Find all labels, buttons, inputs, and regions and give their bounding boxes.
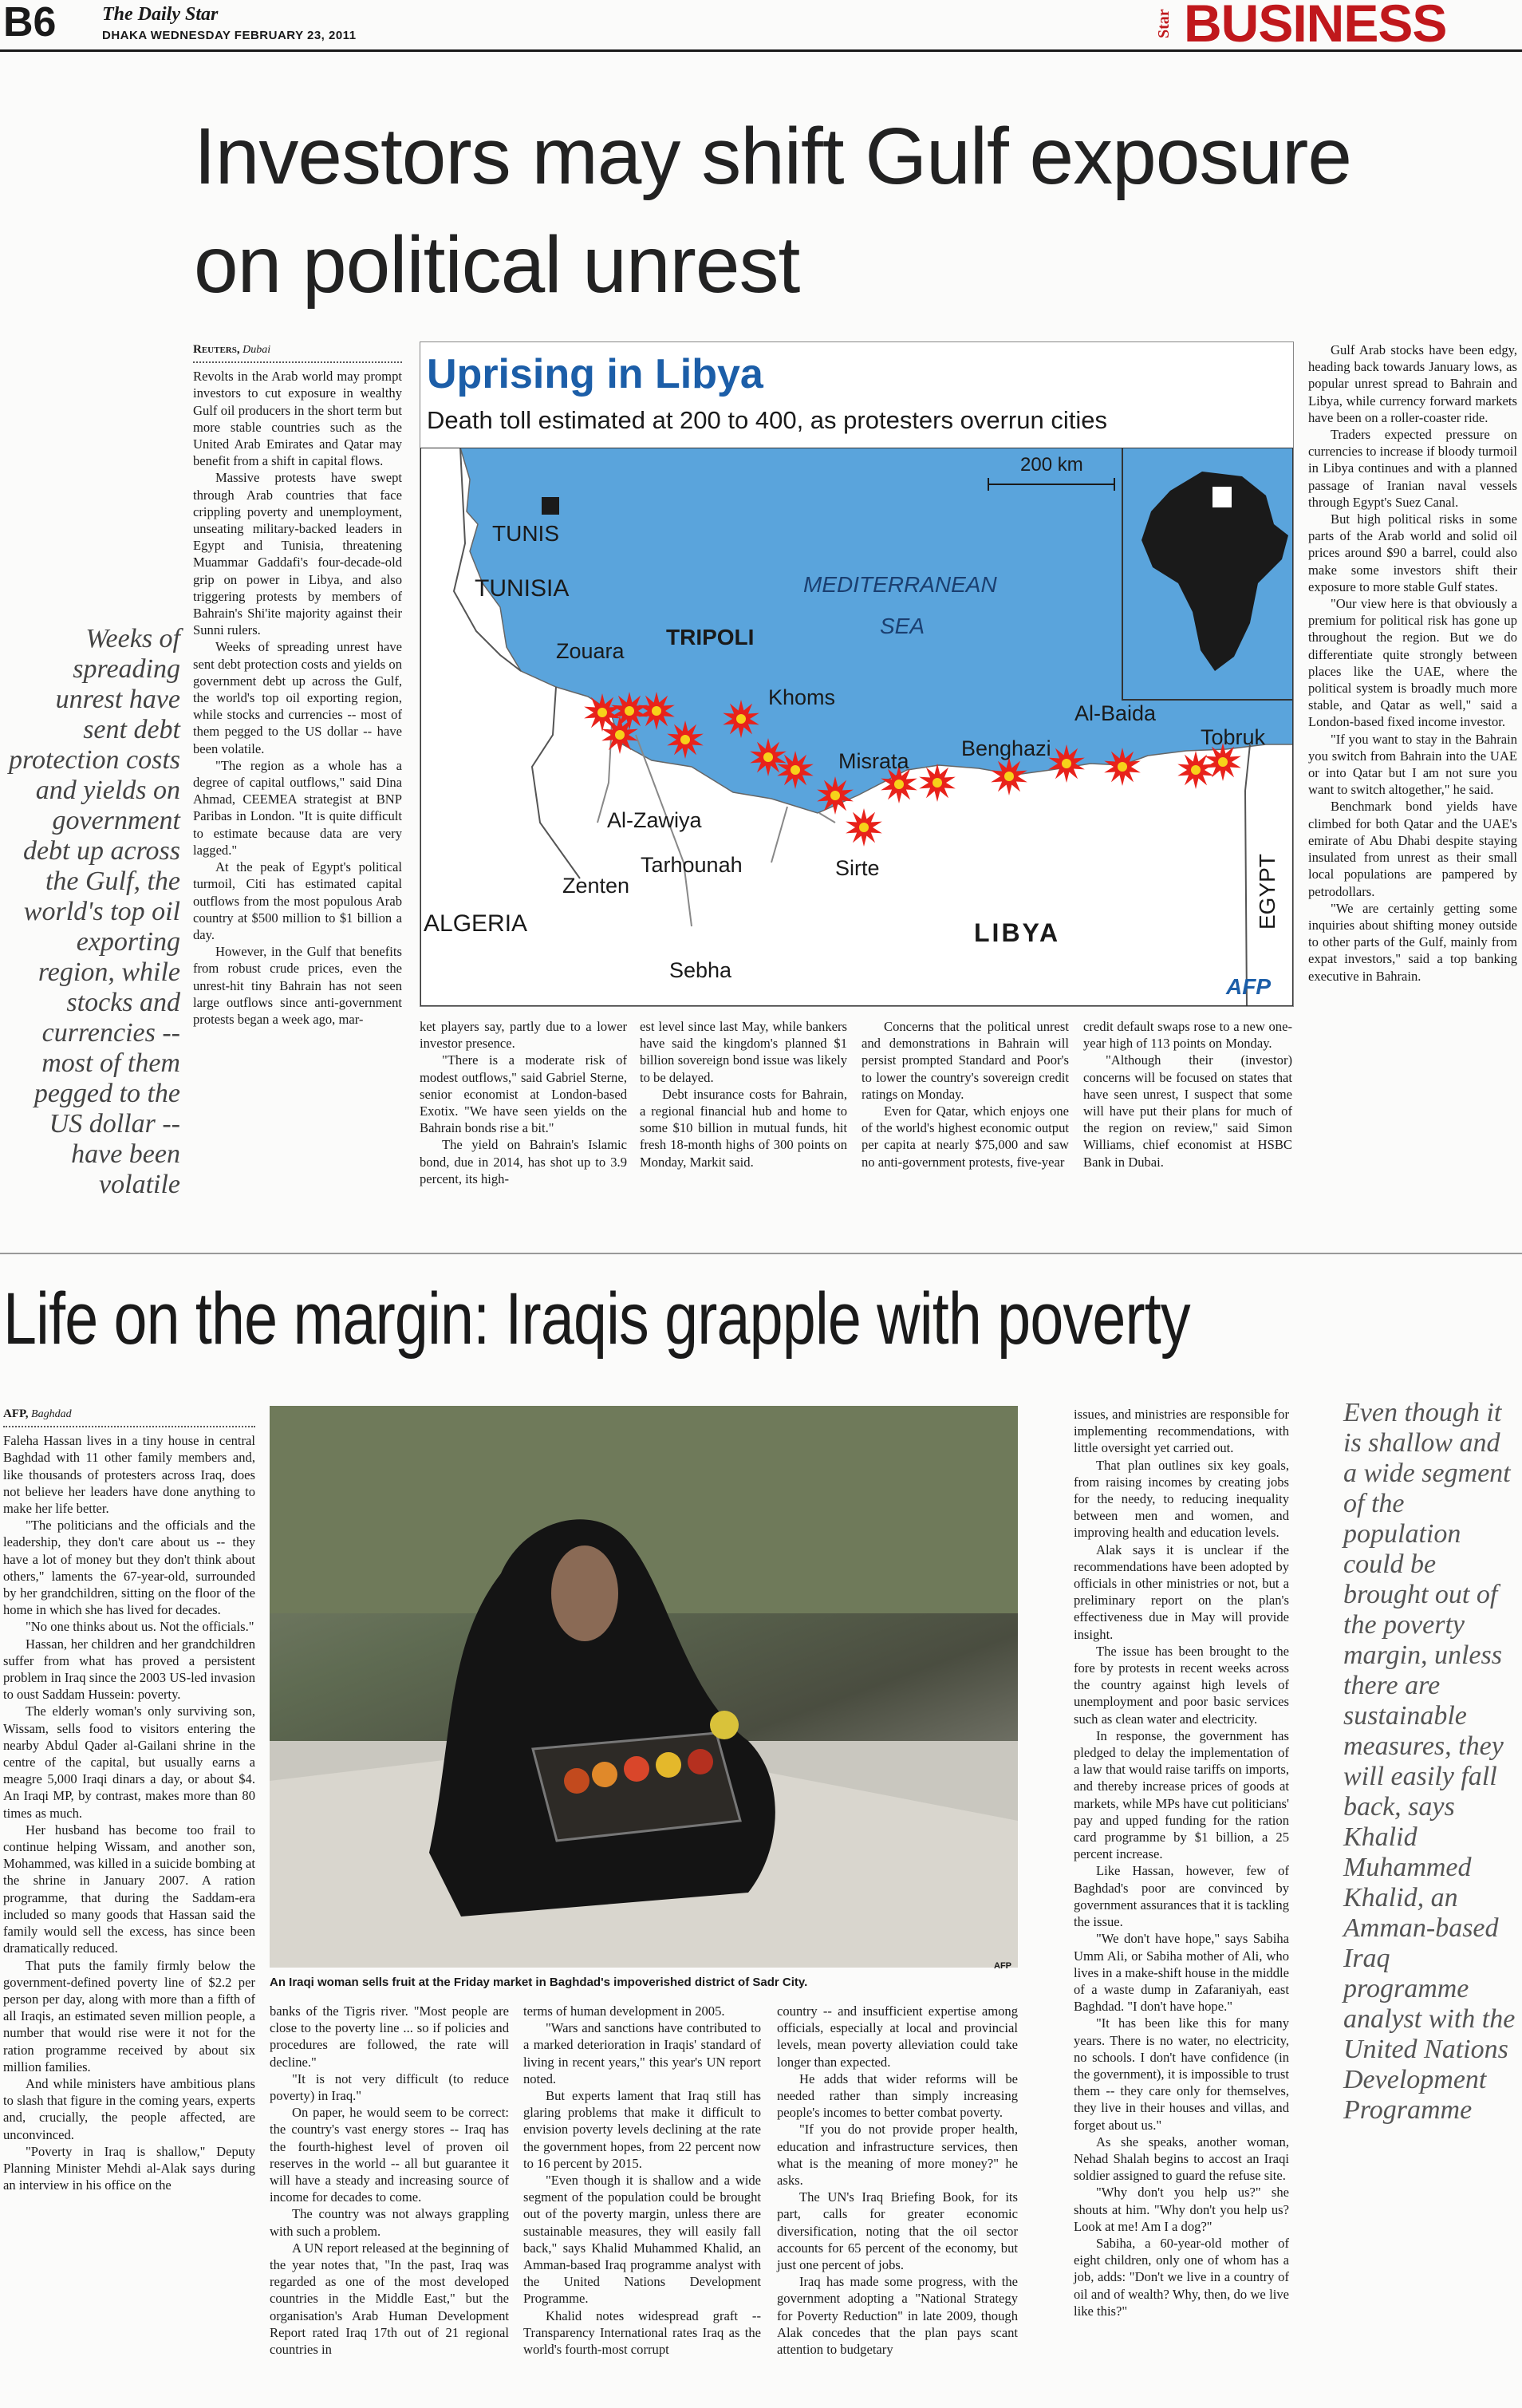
woman-face [551,1545,618,1641]
paragraph: Faleha Hassan lives in a tiny house in central Baghdad with 11 other family members and, like thousands of protesters across Iraq, does not believe her leaders have done anything to make her life better. [3,1433,255,1517]
fruit [656,1752,681,1778]
story2-column-2 [270,2003,509,2358]
paragraph: He adds that wider reforms will be needed rather than simply increasing people's incomes to better combat poverty. [777,2070,1018,2121]
protest-burst-core [933,778,942,788]
story2-headline: Life on the margin: Iraqis grapple with poverty [3,1278,1190,1360]
story2-column-3 [523,2003,761,2358]
paragraph: "No one thinks about us. Not the officials." [26,1619,254,1635]
paragraph: The elderly woman's only surviving son, Wissam, sells food to visitors entering the nearby Abdul Qader al-Gailani shrine in the centre of the capital, but usually earns a meagre 5,000 Iraqi dinars a day, or about $4. An Iraqi MP, by contrast, makes more than 80 times as much. [3,1703,255,1821]
paragraph: Concerns that the political unrest and demonstrations in Bahrain will persist prompted Standard and Poor's to lower the country's sovereign credit ratings on Monday. [862,1019,1069,1102]
map-label-sea-2: SEA [880,614,925,638]
map-label-libya: LIBYA [974,918,1061,947]
map-label-tunisia: TUNISIA [475,575,570,602]
map-label-egypt: EGYPT [1255,854,1280,930]
libya-map-graphic [420,341,1294,1007]
paragraph: As she speaks, another woman, Nehad Shalah begins to accost an Iraqi soldier assigned to guard the refuse site. [1074,2134,1289,2184]
paragraph: Alak says it is unclear if the recommendations have been adopted by officials in other ministries or not, but a preliminary report on the plan's effectiveness due in May will provide insight. [1074,1542,1289,1642]
paragraph: Iraq has made some progress, with the government adopting a "National Strategy for Poverty Reduction" in late 2009, though Alak concedes that the plan pays scant attention to budgetary [777,2274,1018,2358]
protest-burst-core [1004,772,1014,781]
story1-headline-line2: on political unrest [194,220,800,310]
paragraph: The UN's Iraq Briefing Book, for its part, calls for greater economic diversification, noting that the oil sector accounts for 65 percent of the economy, but just one percent of jobs. [777,2189,1018,2273]
section-title: BUSINESS [1184,0,1447,53]
story2-byline: AFP, Baghdad [3,1406,255,1427]
protest-burst-core [597,708,607,717]
map-label-tarhounah: Tarhounah [641,853,743,877]
map-subtitle: Death toll estimated at 200 to 400, as protesters overrun cities [427,406,1107,434]
page-number: B6 [3,0,57,45]
map-label-al-baida: Al-Baida [1074,701,1157,725]
paragraph: terms of human development in 2005. [523,2003,725,2019]
paragraph: Hassan, her children and her grandchildren suffer from what has proved a persistent problem in Iraq since the 2003 US-led invasion to oust Saddam Hussein: poverty. [3,1636,255,1703]
map-label-tripoli: TRIPOLI [666,625,755,649]
protest-burst-core [1062,759,1071,768]
protest-burst-core [1191,765,1201,775]
paragraph: At the peak of Egypt's political turmoil, Citi has estimated capital outflows from the most populous Arab country at $500 million to $1 billion a day. [193,859,402,942]
protest-burst-core [736,714,746,724]
protest-burst-core [1218,757,1228,767]
paragraph: Sabiha, a 60-year-old mother of eight children, only one of whom has a job, adds: "Don't we live in a country of oil and of wealth? Why, then, do we live like this?" [1074,2235,1289,2319]
story1-column-1 [193,341,402,1028]
paragraph: Gulf Arab stocks have been edgy, heading back towards January lows, as popular unrest spread to Bahrain and Libya, while currency forward markets have been on a roller-coaster ride. [1308,342,1517,425]
map-label-zenten: Zenten [562,874,630,898]
paragraph: Massive protests have swept through Arab countries that face crippling poverty and unemployment, unseating military-backed leaders in Egypt and Tunisia, threatening Muammar Gaddafi's four-decade-old grip on power in Libya, and also triggering protests by members of Bahrain's Shi'ite majority against their Sunni rulers. [193,470,402,638]
map-label-tobruk: Tobruk [1201,725,1266,749]
paragraph: Benchmark bond yields have climbed for both Qatar and the UAE's emirate of Abu Dhabi despite staying insulated from unrest as their small local populations are pampered by petrodollars. [1308,799,1517,899]
paragraph: country -- and insufficient expertise among officials, especially at local and provincial levels, mean poverty alleviation could take longer than expected. [777,2003,1018,2070]
map-credit: AFP [1226,974,1271,999]
paragraph: "Why don't you help us?" she shouts at him. "Why don't you help us? Look at me! Am I a dog?" [1074,2185,1289,2234]
paragraph: "It has been like this for many years. There is no water, no electricity, no schools. I don't have confidence (in the government), it is impossible to trust them -- they care only for themselves, they live in their houses and villas, and forget about us." [1074,2015,1289,2133]
paragraph: Her husband has become too frail to continue helping Wissam, and another son, Mohammed, was killed in a suicide bombing at the shrine in January 2007. A ration programme, that during the Saddam-era included so many goods that Hassan said the family would sell the excess, has since been dramatically reduced. [3,1822,255,1956]
paragraph: That plan outlines six key goals, from raising incomes by creating jobs for the needy, to reducing inequality between men and women, and improving health and education levels. [1074,1457,1289,1541]
map-label-sea-1: MEDITERRANEAN [803,572,997,597]
paragraph: Debt insurance costs for Bahrain, a regional financial hub and home to some $10 billion in mutual funds, hit fresh 18-month highs of 300 points on Monday, Markit said. [640,1086,847,1170]
paragraph: credit default swaps rose to a new one-year high of 113 points on Monday. [1083,1019,1292,1052]
paragraph: But high political risks in some parts of the Arab world and solid oil prices around $90 a barrel, could also make some investors shift their exposure to more stable Gulf states. [1308,511,1517,594]
fruit-basket [533,1733,740,1841]
paragraph: est level since last May, while bankers have said the kingdom's planned $1 billion sovereign bond issue was likely to be delayed. [640,1019,847,1085]
paragraph: However, in the Gulf that benefits from robust crude prices, even the unrest-hit tiny Bahrain has not seen large outflows since anti-government protests began a week ago, mar- [193,944,402,1027]
map-label-sirte: Sirte [835,856,880,880]
story1-column-5 [1083,1018,1292,1170]
paragraph: "Even though it is shallow and a wide segment of the population could be brought out of the poverty margin, unless there are sustainable measures, they will easily fall back," says Khalid Muhammed Khalid, an Amman-based Iraq programme analyst with the United Nations Development Programme. [523,2173,761,2307]
story2-column-1 [3,1406,255,2193]
map-scale-label: 200 km [1020,454,1083,476]
paragraph: On paper, he would seem to be correct: the country's vast energy stores -- Iraq has the fourth-highest level of proven oil reserves in the world -- all but guarantee it will have a steady and increasing source of income for decades to come. [270,2105,509,2205]
inset-libya-highlight [1212,486,1232,508]
map-label-misrata: Misrata [838,749,909,773]
paragraph: Revolts in the Arab world may prompt investors to cut exposure in wealthy Gulf oil producers in the short term but more stable countries such as the United Arab Emirates and Qatar may benefit from a shift in capital flows. [193,369,402,469]
story2-pull-quote: Even though it is shallow and a wide segment of the population could be brought out of the poverty margin, unless there are sustainable measures, they will easily fall back, says Khalid Muhammed Khalid, an Amman-based Iraq programme analyst with the United Nations Development Programme [1343,1398,1516,2125]
paragraph: Khalid notes widespread graft -- Transparency International rates Iraq as the world's fourth-most corrupt [523,2307,761,2358]
paragraph: And while ministers have ambitious plans to slash that figure in the coming years, experts and, crucially, the people affected, are unconvinced. [3,2075,255,2142]
paragraph: Even for Qatar, which enjoys one of the world's highest economic output per capita at nearly $75,000 and saw no anti-government protests, five-year [862,1103,1069,1170]
map-label-benghazi: Benghazi [961,736,1051,760]
paragraph: banks of the Tigris river. "Most people are close to the poverty line ... so if policies and procedures are followed, the rate will decline." [270,2003,509,2070]
protest-burst-core [763,752,773,762]
fruit [624,1756,649,1782]
paragraph: A UN report released at the beginning of the year notes that, "In the past, Iraq was regarded as one of the most developed countries in the Middle East," but the organisation's Arab Human Development Report rated Iraq 17th out of 21 regional countries in [270,2240,509,2358]
story1-column-6 [1308,341,1517,985]
paragraph: "If you do not provide proper health, education and infrastructure services, then what is the meaning of more money?" he asks. [777,2122,1018,2189]
paragraph: ket players say, partly due to a lower investor presence. [420,1019,627,1052]
paragraph: "It is not very difficult (to reduce poverty) in Iraq." [270,2070,509,2104]
map-label-tunis: TUNIS [492,521,559,546]
section-star-logo: Star [1155,9,1173,38]
paragraph: The issue has been brought to the fore by protests in recent weeks across the country against high levels of unemployment and poor basic services such as clean water and electricity. [1074,1643,1289,1727]
story1-column-2 [420,1018,627,1187]
story1-column-4 [862,1018,1069,1170]
protest-burst-core [652,706,661,716]
fruit [592,1762,617,1787]
protest-burst-core [1118,762,1127,772]
paragraph: "The politicians and the officials and the leadership, they don't care about us -- they have a lot of money but they don't think about others," laments the 67-year-old, surrounded by her grandchildren, sitting on the floor of the home in which she has lived for decades. [3,1518,255,1618]
paragraph: "We are certainly getting some inquiries about shifting money outside to other parts of the Gulf, mainly from expat investors," said a top banking executive in Bahrain. [1308,900,1517,984]
fruit-in-hand [710,1711,739,1739]
paragraph: In response, the government has pledged to delay the implementation of a law that would raise tariffs on imports, and thereby increase prices of goods at markets, while MPs have cut politicians' pay and upped funding for the ration card programme by $1 billion, a 25 percent increase. [1074,1727,1289,1862]
paragraph: "Although their (investor) concerns will be focused on states that have seen unrest, I suspect that some will have put their plans for much of the region on review," said Simon Williams, chief economist at HSBC Bank in Dubai. [1083,1052,1292,1170]
map-title: Uprising in Libya [427,351,763,397]
dateline: DHAKA WEDNESDAY FEBRUARY 23, 2011 [102,29,357,42]
photo-illustration [270,1406,1018,1968]
capital-marker-tunis [542,497,559,515]
paragraph: "There is a moderate risk of modest outflows," said Gabriel Sterne, senior economist at London-based Exotix. "We have seen yields on the Bahrain bonds rise a bit." [420,1052,627,1136]
paragraph: Traders expected pressure on currencies to increase if bloody turmoil in Libya continues and with a planned passage of Iranian naval vessels through Egypt's Suez Canal. [1308,427,1517,510]
protest-burst-core [894,780,904,789]
protest-burst-core [615,730,625,740]
paragraph: The yield on Bahrain's Islamic bond, due in 2014, has shot up to 3.9 percent, its high- [420,1137,627,1186]
paragraph: "Our view here is that obviously a premium for political risk has gone up throughout the region. But we do differentiate quite strongly between places like the UAE, where the political system is broadly much more stable, and Qatar as well," said a London-based fixed income investor. [1308,596,1517,730]
paragraph: But experts lament that Iraq still has glaring problems that make it difficult to envision poverty levels declining at the rate the government hopes, from 22 percent now to 16 percent by 2015. [523,2088,761,2171]
paper-name: The Daily Star [102,4,219,25]
paragraph: issues, and ministries are responsible for implementing recommendations, with little oversight yet carried out. [1074,1407,1289,1456]
story2-column-5 [1074,1406,1289,2319]
paragraph: "Poverty in Iraq is shallow," Deputy Planning Minister Mehdi al-Alak says during an interview in his office on the [3,2143,255,2193]
paragraph: That puts the family firmly below the government-defined poverty line of $2.2 per person per day, along with more than a fifth of all Iraqis, an estimated seven million people, a number that would rise were it not for the ration programme received by about six million families. [3,1957,255,2074]
map-label-sebha: Sebha [669,958,732,982]
story-divider [0,1253,1522,1254]
news-photo [270,1406,1018,1968]
map-label-zouara: Zouara [556,639,625,663]
story1-byline: Reuters, Dubai [193,341,402,363]
paragraph: "We don't have hope," says Sabiha Umm Ali, or Sabiha mother of Ali, who lives in a make-shift house in the middle of a waste dump in Zafaraniyah, east Baghdad. "I don't have hope." [1074,1931,1289,2015]
story2-column-4 [777,2003,1018,2358]
paragraph: "Wars and sanctions have contributed to a marked deterioration in Iraqis' standard of living in recent years," this year's UN report noted. [523,2020,761,2086]
paragraph: "The region as a whole has a degree of capital outflows," said Dina Ahmad, CEEMEA strategist at BNP Paribas in London. "It is quite difficult to estimate because data are very lagged." [193,757,402,858]
protest-burst-core [625,706,634,716]
map-label-algeria: ALGERIA [424,910,528,937]
paragraph: The country was not always grappling with such a problem. [270,2206,509,2239]
protest-burst-core [791,765,800,775]
photo-caption: An Iraqi woman sells fruit at the Friday market in Baghdad's impoverished district of Sadr City. [270,1976,808,1989]
story1-headline-line1: Investors may shift Gulf exposure [194,112,1351,201]
map-label-khoms: Khoms [768,685,836,709]
paragraph: "If you want to stay in the Bahrain you switch from Bahrain into the UAE or into Qatar but I am not sure you want to switch altogether," he said. [1308,731,1517,798]
protest-burst-core [680,735,690,744]
story1-column-3 [640,1018,847,1170]
story1-pull-quote: Weeks of spreading unrest have sent debt protection costs and yields on government debt up across the Gulf, the world's top oil exporting region, while stocks and currencies -- most of them pegged to the US dollar -- have been volatile [9,624,180,1199]
protest-burst-core [830,791,840,800]
photo-credit: AFP [994,1961,1011,1971]
fruit [564,1768,589,1794]
fruit [688,1749,713,1774]
paragraph: Weeks of spreading unrest have sent debt protection costs and yields on government debt up across the Gulf, the world's top oil exporting region, while stocks and currencies -- most of them pegged to the US dollar -- have been volatile. [193,639,402,756]
paragraph: Like Hassan, however, few of Baghdad's poor are convinced by government assurances that it is tackling the issue. [1074,1863,1289,1930]
map-label-al-zawiya: Al-Zawiya [607,808,702,832]
protest-burst-core [859,823,869,832]
